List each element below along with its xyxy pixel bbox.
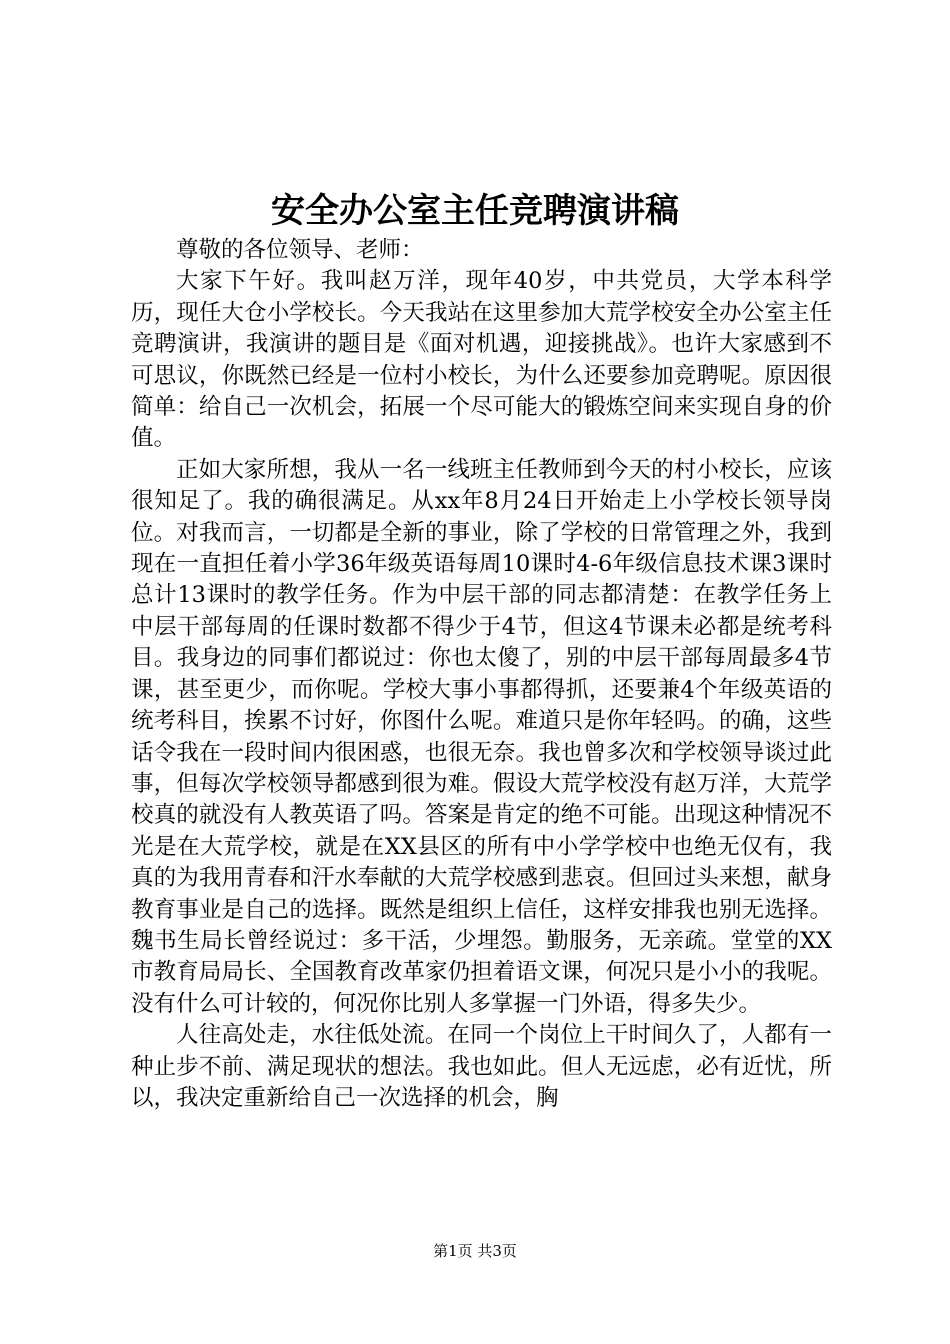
document-title: 安全办公室主任竞聘演讲稿	[271, 191, 679, 231]
paragraph-1: 大家下午好。我叫赵万洋，现年40岁，中共党员，大学本科学历，现任大仓小学校长。今天我站在这里参加大荒学校安全办公室主任竞聘演讲，我演讲的题目是《面对机遇，迎接挑战》。也许大家感到不可思议，你既然已经是一位村小校长，为什么还要参加竞聘呢。原因很简单：给自己一次机会，拓展一个尽可能大的锻炼空间来实现自身的价值。	[131, 268, 832, 452]
page-footer: 第1页 共3页	[433, 1242, 517, 1260]
paragraph-3: 人往高处走，水往低处流。在同一个岗位上干时间久了，人都有一种止步不前、满足现状的想法。我也如此。但人无远虑，必有近忧，所以，我决定重新给自己一次选择的机会，胸	[131, 1022, 832, 1111]
document-body	[131, 235, 832, 1114]
paragraph-2: 正如大家所想，我从一名一线班主任教师到今天的村小校长，应该很知足了。我的确很满足。从xx年8月24日开始走上小学校长领导岗位。对我而言，一切都是全新的事业，除了学校的日常管理之外，我到现在一直担任着小学36年级英语每周10课时4-6年级信息技术课3课时总计13课时的教学任务。作为中层干部的同志都清楚：在教学任务上中层干部每周的任课时数都不得少于4节，但这4节课未必都是统考科目。我身边的同事们都说过：你也太傻了，别的中层干部每周最多4节课，甚至更少，而你呢。学校大事小事都得抓，还要兼4个年级英语的统考科目，挨累不讨好，你图什么呢。难道只是你年轻吗。的确，这些话令我在一段时间内很困惑，也很无奈。我也曾多次和学校领导谈过此事，但每次学校领导都感到很为难。假设大荒学校没有赵万洋，大荒学校真的就没有人教英语了吗。答案是肯定的绝不可能。出现这种情况不光是在大荒学校，就是在XX县区的所有中小学学校中也绝无仅有，我真的为我用青春和汗水奉献的大荒学校感到悲哀。但回过头来想，献身教育事业是自己的选择。既然是组织上信任，这样安排我也别无选择。魏书生局长曾经说过：多干活，少埋怨。勤服务，无亲疏。堂堂的XX市教育局局长、全国教育改革家仍担着语文课，何况只是小小的我呢。没有什么可计较的，何况你比别人多掌握一门外语，得多失少。	[131, 456, 832, 1017]
paragraph-salutation: 尊敬的各位领导、老师：	[176, 237, 424, 263]
